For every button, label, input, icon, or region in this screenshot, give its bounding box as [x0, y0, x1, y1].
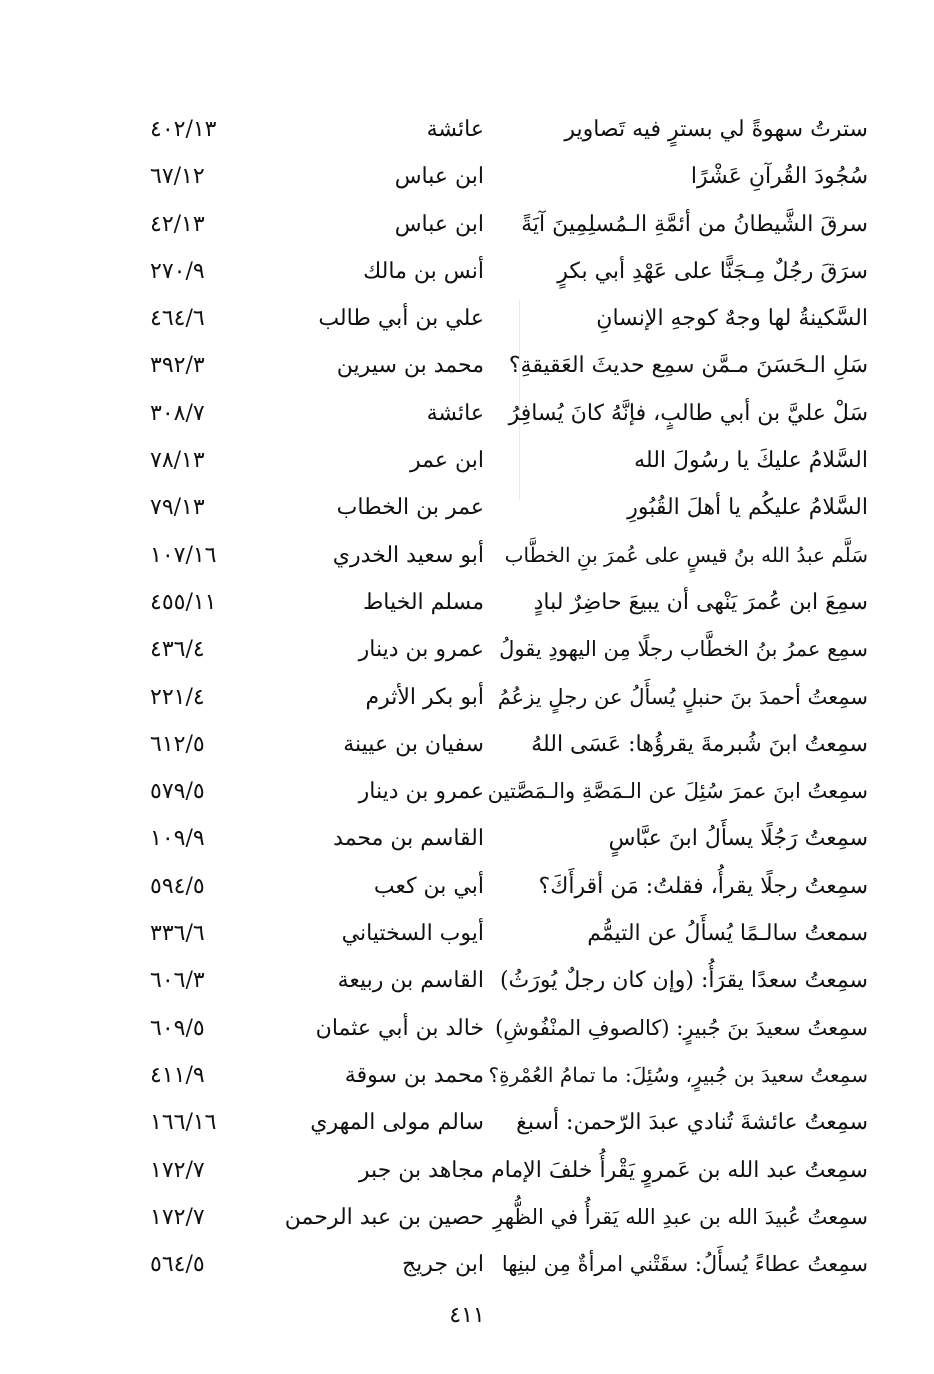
narrator-name: أبو سعيد الخدري: [332, 542, 484, 568]
index-row: [0, 579, 934, 626]
volume-page-reference: ٥٧٩/٥: [150, 779, 205, 805]
volume-page-reference: ٢٧٠/٩: [150, 258, 205, 284]
narrator-name: ابن جريج: [401, 1252, 484, 1278]
volume-page-reference: ٦٠٦/٣: [150, 968, 205, 994]
index-row: [0, 1005, 934, 1052]
hadith-phrase: السَّلامُ عليكُم يا أهلَ القُبُورِ: [627, 495, 868, 521]
hadith-phrase: سُجُودَ القُرآنِ عَشْرًا: [690, 164, 868, 190]
hadith-phrase: سمِعتُ أحمدَ بنَ حنبلٍ يُسأَلُ عن رجلٍ يزعُمُ: [497, 684, 868, 709]
volume-page-reference: ٦١٢/٥: [150, 731, 205, 757]
index-row: [0, 1099, 934, 1146]
hadith-phrase: سمِعتُ عُبيدَ الله بن عبدِ الله يَقرأُ في الظُّهرِ: [493, 1204, 868, 1229]
page-number: ٤١١: [449, 1303, 485, 1328]
hadith-phrase: سمِعتُ عائشةَ تُنادي عبدَ الرّحمن: أسبغ: [516, 1110, 868, 1136]
volume-page-reference: ٤٦٤/٦: [150, 306, 205, 332]
hadith-phrase: سمِعتُ ابنَ عمرَ سُئِلَ عن الـمَصَّةِ والـمَصَّتين: [487, 779, 868, 804]
narrator-name: عمرو بن دينار: [358, 637, 484, 663]
narrator-name: مجاهد بن جبر: [358, 1157, 484, 1183]
index-row: [0, 1241, 934, 1288]
index-row: [0, 721, 934, 768]
volume-page-reference: ٧٩/١٣: [150, 495, 205, 521]
index-row: [0, 390, 934, 437]
hadith-phrase: سمِعتُ سعيدَ بنَ جُبيرٍ: (كالصوفِ المنْفُوشِ): [495, 1015, 868, 1040]
index-row: [0, 484, 934, 531]
narrator-name: أنس بن مالك: [363, 258, 484, 284]
hadith-phrase: سَلْ عليَّ بن أبي طالبٍ، فإنَّهُ كانَ يُسافِرُ: [508, 400, 868, 426]
volume-page-reference: ٦٠٩/٥: [150, 1015, 205, 1041]
volume-page-reference: ١٧٢/٧: [150, 1157, 205, 1183]
narrator-name: عائشة: [426, 400, 484, 426]
hadith-phrase: سترتُ سهوةً لي بسترٍ فيه تَصاوير: [564, 117, 868, 142]
index-row: [0, 626, 934, 673]
narrator-name: ابن عباس: [394, 164, 484, 190]
index-row: [0, 106, 934, 153]
narrator-name: أبو بكر الأثرم: [365, 684, 484, 710]
volume-page-reference: ٤٢/١٣: [150, 211, 205, 237]
hadith-phrase: سمِعتُ رَجُلًا يسأَلُ ابنَ عبَّاسٍ: [608, 826, 868, 852]
index-row: [0, 863, 934, 910]
narrator-name: ابن عباس: [394, 211, 484, 237]
index-row: [0, 815, 934, 862]
index-row: [0, 342, 934, 389]
hadith-phrase: سَلِ الـحَسَنَ مـمَّن سمِع حديثَ العَقيقةِ؟: [508, 353, 868, 379]
volume-page-reference: ١٠٩/٩: [150, 826, 205, 852]
narrator-name: مسلم الخياط: [362, 589, 484, 615]
index-row: [0, 768, 934, 815]
index-table: [0, 106, 934, 1288]
volume-page-reference: ٣٠٨/٧: [150, 400, 205, 426]
index-row: [0, 248, 934, 295]
narrator-name: سالم مولى المهري: [310, 1110, 484, 1136]
index-row: [0, 532, 934, 579]
volume-page-reference: ٥٦٤/٥: [150, 1252, 205, 1278]
volume-page-reference: ٧٨/١٣: [150, 448, 205, 474]
hadith-phrase: سمِع عمرُ بنُ الخطَّاب رجلًا مِن اليهودِ يقولُ: [499, 637, 868, 662]
hadith-phrase: سمِعتُ ابنَ شُبرمةَ يقرؤُها: عَسَى اللهُ: [531, 731, 868, 757]
volume-page-reference: ٤٥٥/١١: [150, 589, 217, 615]
hadith-phrase: السَّكينةُ لها وجهٌ كوجهِ الإنسانِ: [596, 306, 868, 332]
volume-page-reference: ١٧٢/٧: [150, 1204, 205, 1230]
index-row: [0, 957, 934, 1004]
volume-page-reference: ١٠٧/١٦: [150, 542, 217, 568]
narrator-name: ابن عمر: [410, 448, 484, 474]
index-row: [0, 910, 934, 957]
volume-page-reference: ٤١١/٩: [150, 1062, 205, 1088]
hadith-phrase: سمِعتُ سعدًا يقرَأُ: (وإن كان رجلٌ يُورَثُ): [499, 968, 868, 994]
hadith-phrase: سمِعتُ سعيدَ بن جُبيرٍ، وسُئِلَ: ما تمامُ العُمْرةِ؟: [488, 1062, 868, 1087]
narrator-name: محمد بن سيرين: [336, 353, 484, 379]
volume-page-reference: ٣٩٢/٣: [150, 353, 205, 379]
hadith-phrase: سَلَّم عبدُ الله بنُ قيسٍ على عُمرَ بنِ الخطَّاب: [504, 542, 868, 567]
index-row: [0, 153, 934, 200]
narrator-name: القاسم بن ربيعة: [337, 968, 484, 994]
narrator-name: سفيان بن عيينة: [343, 731, 484, 757]
narrator-name: علي بن أبي طالب: [318, 306, 484, 332]
narrator-name: القاسم بن محمد: [333, 826, 484, 852]
narrator-name: عمرو بن دينار: [358, 779, 484, 805]
narrator-name: محمد بن سوقة: [344, 1062, 484, 1088]
volume-page-reference: ٤٣٦/٤: [150, 637, 205, 663]
hadith-phrase: سمِعتُ رجلًا يقرأُ، فقلتُ: مَن أقرأَكَ؟: [538, 873, 868, 899]
volume-page-reference: ٣٣٦/٦: [150, 921, 205, 947]
narrator-name: خالد بن أبي عثمان: [315, 1015, 484, 1041]
index-row: [0, 1052, 934, 1099]
volume-page-reference: ٢٢١/٤: [150, 684, 205, 710]
narrator-name: أبي بن كعب: [373, 873, 484, 899]
index-row: [0, 1147, 934, 1194]
hadith-phrase: سمِعَ ابن عُمرَ يَنْهى أن يبيعَ حاضِرٌ لبادٍ: [533, 589, 868, 615]
index-row: [0, 674, 934, 721]
index-row: [0, 1194, 934, 1241]
volume-page-reference: ٥٩٤/٥: [150, 873, 205, 899]
volume-page-reference: ١٦٦/١٦: [150, 1110, 217, 1136]
index-row: [0, 201, 934, 248]
hadith-phrase: سمعتُ سالـمًا يُسأَلُ عن التيمُّم: [587, 921, 868, 947]
narrator-name: عمر بن الخطاب: [336, 495, 484, 521]
narrator-name: عائشة: [426, 117, 484, 142]
hadith-phrase: سرَقَ رجُلٌ مِـجَنًّا على عَهْدِ أبي بكرٍ: [557, 258, 868, 284]
narrator-name: حصين بن عبد الرحمن: [284, 1204, 484, 1230]
narrator-name: أيوب السختياني: [341, 921, 484, 947]
volume-page-reference: ٦٧/١٢: [150, 164, 205, 190]
volume-page-reference: ٤٠٢/١٣: [150, 117, 217, 142]
hadith-phrase: سرقَ الشَّيطانُ من أئمَّةِ الـمُسلِمِينَ آيَةً: [521, 211, 868, 237]
hadith-phrase: سمِعتُ عبد الله بن عَمروٍ يَقْرأُ خلفَ الإمام: [491, 1157, 868, 1183]
hadith-phrase: السَّلامُ عليكَ يا رسُولَ الله: [634, 448, 868, 474]
hadith-phrase: سمِعتُ عطاءً يُسأَلُ: سقَتْني امرأةٌ مِن لبنِها: [501, 1252, 868, 1277]
index-row: [0, 295, 934, 342]
index-row: [0, 437, 934, 484]
